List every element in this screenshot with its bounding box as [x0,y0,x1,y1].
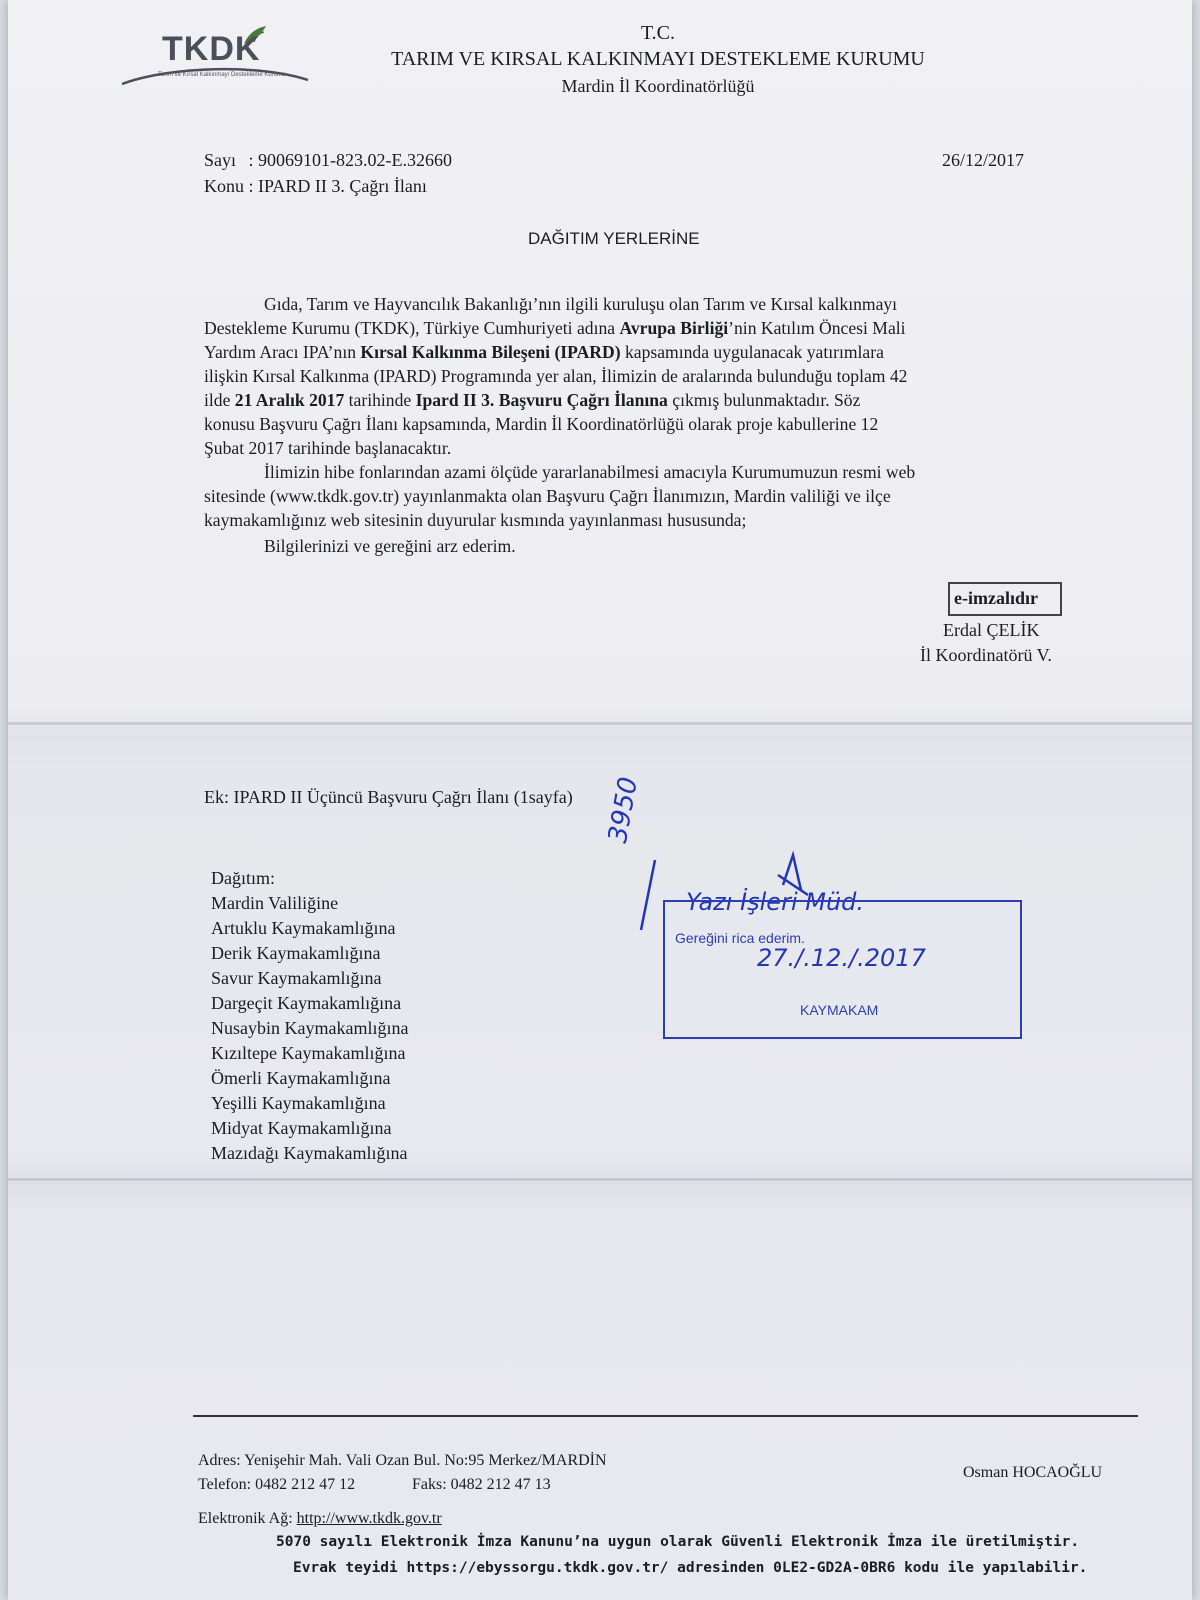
stamp-signer: KAYMAKAM [800,1002,879,1018]
logo-tagline: Tarım ve Kırsal Kalkınmayı Destekleme Kurumu [158,72,286,78]
distribution-item: Yeşilli Kaymakamlığına [211,1093,386,1113]
stamp-date: 27./.12./.2017 [757,944,926,972]
body-line: ilde 21 Aralık 2017 tarihinde Ipard II 3. Başvuru Çağrı İlanına çıkmış bulunmaktadır. Söz [204,390,861,410]
body-line: ilişkin Kırsal Kalkınma (IPARD) Programında yer alan, İlimizin de aralarında bulunduğu toplam 42 [204,366,908,386]
document-date: 26/12/2017 [942,150,1025,170]
footer-verification: Evrak teyidi https://ebyssorgu.tkdk.gov.tr/ adresinden 0LE2-GD2A-0BR6 kodu ile yapılabilir. [293,1560,1088,1576]
footer-web [198,1510,442,1528]
handwritten-note: Yazı İşleri Müd. [686,888,865,916]
kaymakam-stamp [663,900,1022,1039]
footer-phone: Telefon: 0482 212 47 12 [198,1476,356,1493]
sayi-value: : 90069101-823.02-E.32660 [248,150,452,170]
distribution-item: Mardin Valiliğine [211,893,339,913]
body-line: Şubat 2017 tarihinde başlanacaktır. [204,438,452,458]
body-line: Gıda, Tarım ve Hayvancılık Bakanlığı’nın ilgili kuruluşu olan Tarım ve Kırsal kalkınmayı [264,294,898,314]
stamp-request-text: Gereğini rica ederim. [675,930,805,946]
footer-divider [193,1415,1138,1417]
distribution-item: Savur Kaymakamlığına [211,968,382,988]
tkdk-logo [120,22,310,88]
footer-web-link[interactable]: http://www.tkdk.gov.tr [296,1510,442,1527]
handwritten-number: 3950 [603,774,645,846]
footer-address: Adres: Yenişehir Mah. Vali Ozan Bul. No:95 Merkez/MARDİN [198,1452,607,1469]
distribution-item: Derik Kaymakamlığına [211,943,381,963]
distribution-item: Artuklu Kaymakamlığına [211,918,396,938]
header-tc: T.C. [640,22,676,44]
logo-text: TKDK [162,30,261,68]
addressee: DAĞITIM YERLERİNE [528,229,700,248]
footer-contact-name: Osman HOCAOĞLU [963,1464,1103,1481]
e-signature-stamp [948,582,1062,616]
fold-crease [8,1178,1192,1181]
distribution-item: Midyat Kaymakamlığına [211,1118,392,1138]
konu-row [204,176,427,197]
body-line: Destekleme Kurumu (TKDK), Türkiye Cumhuriyeti adına Avrupa Birliği’nin Katılım Öncesi Mali [204,318,906,338]
attachment-line: Ek: IPARD II Üçüncü Başvuru Çağrı İlanı (1sayfa) [204,787,573,807]
body-line: Yardım Aracı IPA’nın Kırsal Kalkınma Bileşeni (IPARD) kapsamında uygulanacak yatırımlara [204,342,884,362]
konu-label: Konu [204,176,244,196]
distribution-item: Nusaybin Kaymakamlığına [211,1018,409,1038]
body-line: İlimizin hibe fonlarından azami ölçüde yararlanabilmesi amacıyla Kurumumuzun resmi web [264,462,916,482]
distribution-heading: Dağıtım: [211,868,275,888]
body-line: sitesinde (www.tkdk.gov.tr) yayınlanmakta olan Başvuru Çağrı İlanımızın, Mardin valiliği ve ilçe [204,486,891,506]
body-line: kaymakamlığınız web sitesinin duyurular kısmında yayınlanması hususunda; [204,510,747,530]
konu-value: : IPARD II 3. Çağrı İlanı [248,176,427,196]
sayi-label: Sayı [204,150,237,170]
header-office: Mardin İl Koordinatörlüğü [561,76,755,96]
footer-fax: Faks: 0482 212 47 13 [412,1476,551,1493]
distribution-item: Dargeçit Kaymakamlığına [211,993,402,1013]
footer-esign-notice: 5070 sayılı Elektronik İmza Kanunu’na uygun olarak Güvenli Elektronik İmza ile üretilmiştir. [276,1534,1080,1550]
distribution-item: Ömerli Kaymakamlığına [211,1068,391,1088]
distribution-item: Mazıdağı Kaymakamlığına [211,1143,408,1163]
sayi-row [204,150,452,171]
header-institution: TARIM VE KIRSAL KALKINMAYI DESTEKLEME KURUMU [391,48,925,70]
signer-name: Erdal ÇELİK [943,620,1040,640]
footer-web-label: Elektronik Ağ: [198,1510,297,1527]
distribution-item: Kızıltepe Kaymakamlığına [211,1043,406,1063]
document-page [8,0,1192,1600]
closing-line: Bilgilerinizi ve gereğini arz ederim. [264,536,516,556]
fold-crease [8,722,1192,725]
e-signature-text: e-imzalıdır [954,588,1038,608]
signer-title: İl Koordinatörü V. [920,645,1052,665]
body-line: konusu Başvuru Çağrı İlanı kapsamında, Mardin İl Koordinatörlüğü olarak proje kabullerine 12 [204,414,879,434]
